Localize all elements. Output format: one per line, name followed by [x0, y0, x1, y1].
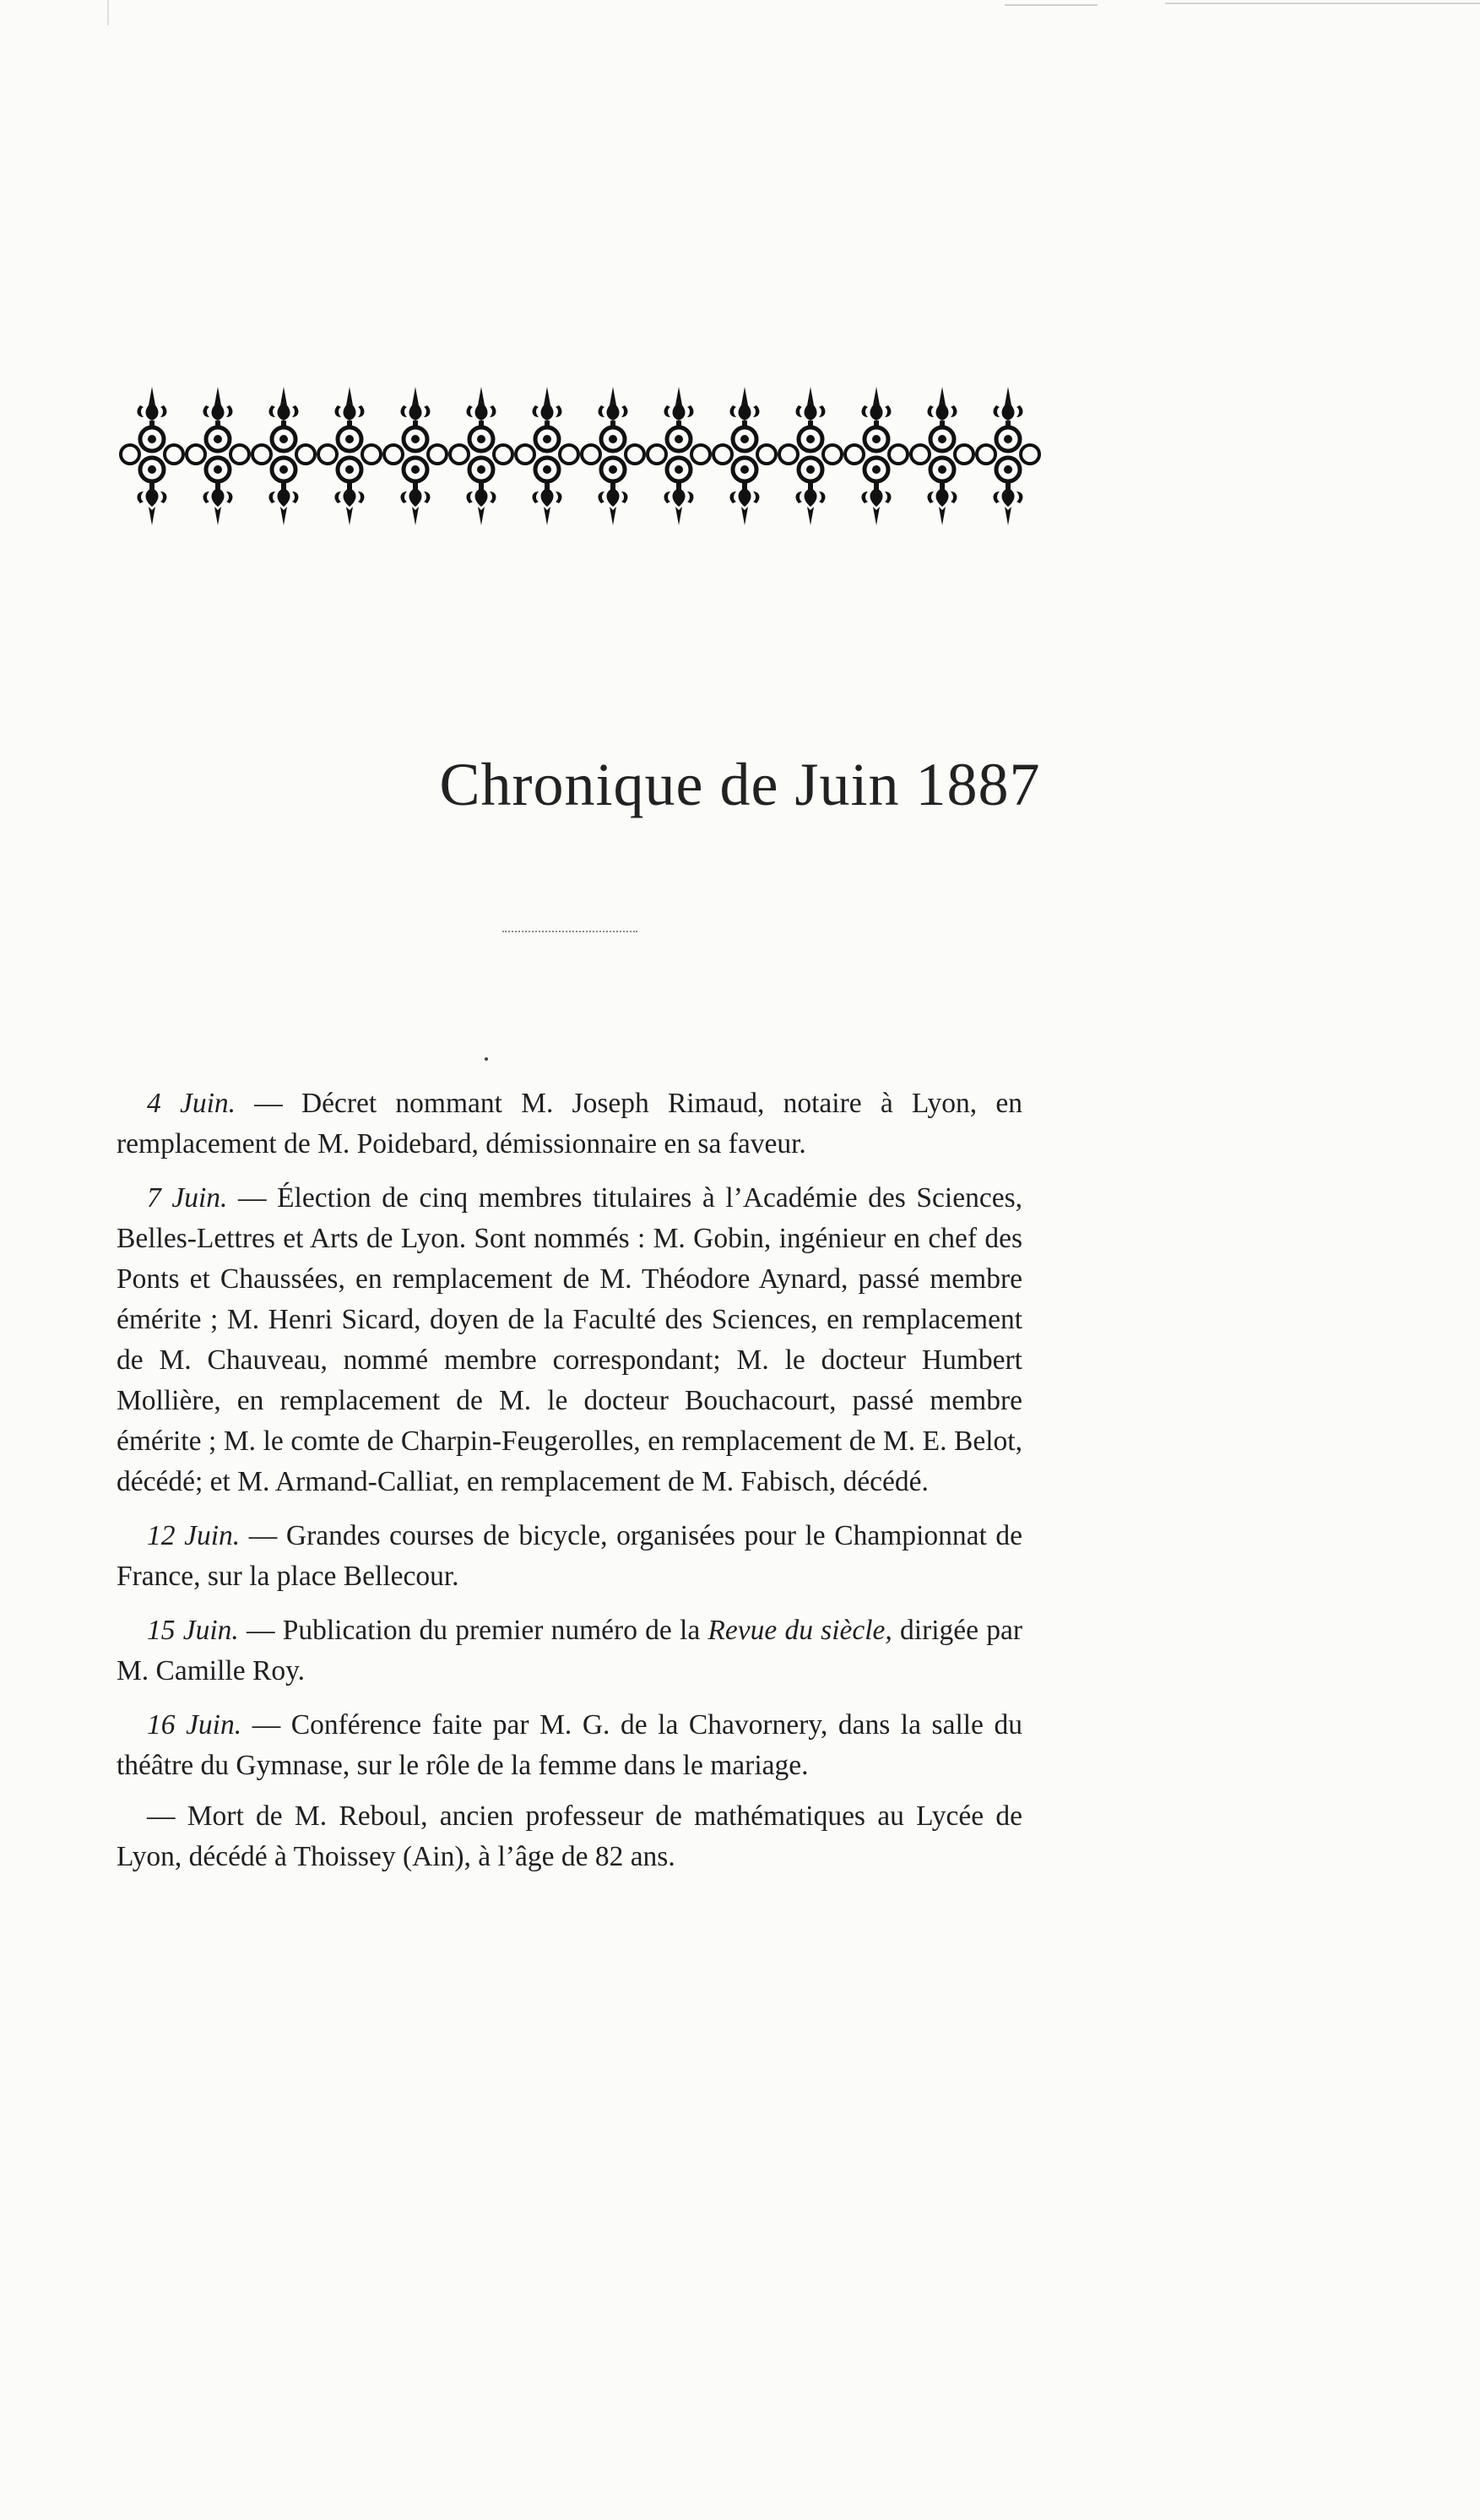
entry-7-juin	[117, 1178, 1022, 1502]
entry-text: Grandes courses de bicycle, organisées pour le Championnat de France, sur la place Bellecour.	[117, 1520, 1022, 1592]
ink-dot	[485, 1057, 488, 1061]
entry-16-juin	[117, 1705, 1022, 1786]
entry-text: dirigée par M. Camille Roy.	[117, 1615, 1023, 1686]
entry-text: Publication du premier numéro de la	[282, 1615, 708, 1646]
entry-text: Conférence faite par M. G. de la Chavornery, dans la salle du théâtre du Gymnase, sur le rôle de la femme dans le mariage.	[117, 1709, 1022, 1781]
entry-date: 7 Juin.	[147, 1182, 228, 1214]
entry-text: Élection de cinq membres titulaires à l’Académie des Sciences, Belles-Lettres et Arts de Lyon. Sont nommés : M. Gobin, ingénieur en chef des Ponts et Chaussées, en remplacement de M. Théodore Aynard, passé membre émérite ; M. Henri Sicard, doyen de la Faculté des Sciences, en remplacement de M. Chauveau, nommé membre correspondant; M. le docteur Humbert Mollière, en remplacement de M. le docteur Bouchacourt, passé membre émérite ; M. le comte de Charpin-Feugerolles, en remplacement de M. E. Belot, décédé; et M. Armand-Calliat, en remplacement de M. Fabisch, décédé.	[117, 1182, 1022, 1497]
entry-text: — Mort de M. Reboul, ancien professeur de mathématiques au Lycée de Lyon, décédé à Thoissey (Ain), à l’âge de 82 ans.	[117, 1800, 1022, 1872]
entry-date: 15 Juin.	[147, 1615, 239, 1646]
entry-text: Décret nommant M. Joseph Rimaud, notaire à Lyon, en remplacement de M. Poidebard, démissionnaire en sa faveur.	[117, 1088, 1022, 1160]
entry-12-juin	[117, 1516, 1022, 1597]
chronicle-body	[117, 1083, 1022, 1891]
entry-mort-reboul	[117, 1796, 1022, 1877]
entry-4-juin	[117, 1083, 1022, 1165]
entry-dash: —	[227, 1182, 278, 1214]
ornament-band	[118, 380, 1047, 532]
journal-title: Revue du siècle,	[707, 1615, 892, 1646]
dotted-rule	[502, 931, 637, 936]
entry-dash: —	[240, 1520, 286, 1551]
entry-date: 4 Juin.	[147, 1088, 236, 1119]
entry-date: 16 Juin.	[147, 1709, 242, 1741]
entry-date: 12 Juin.	[147, 1520, 241, 1551]
page-title: Chronique de Juin 1887	[439, 751, 1041, 818]
entry-15-juin	[117, 1610, 1022, 1692]
entry-dash: —	[241, 1709, 291, 1741]
entry-dash: —	[236, 1088, 301, 1119]
entry-dash: —	[238, 1615, 283, 1646]
